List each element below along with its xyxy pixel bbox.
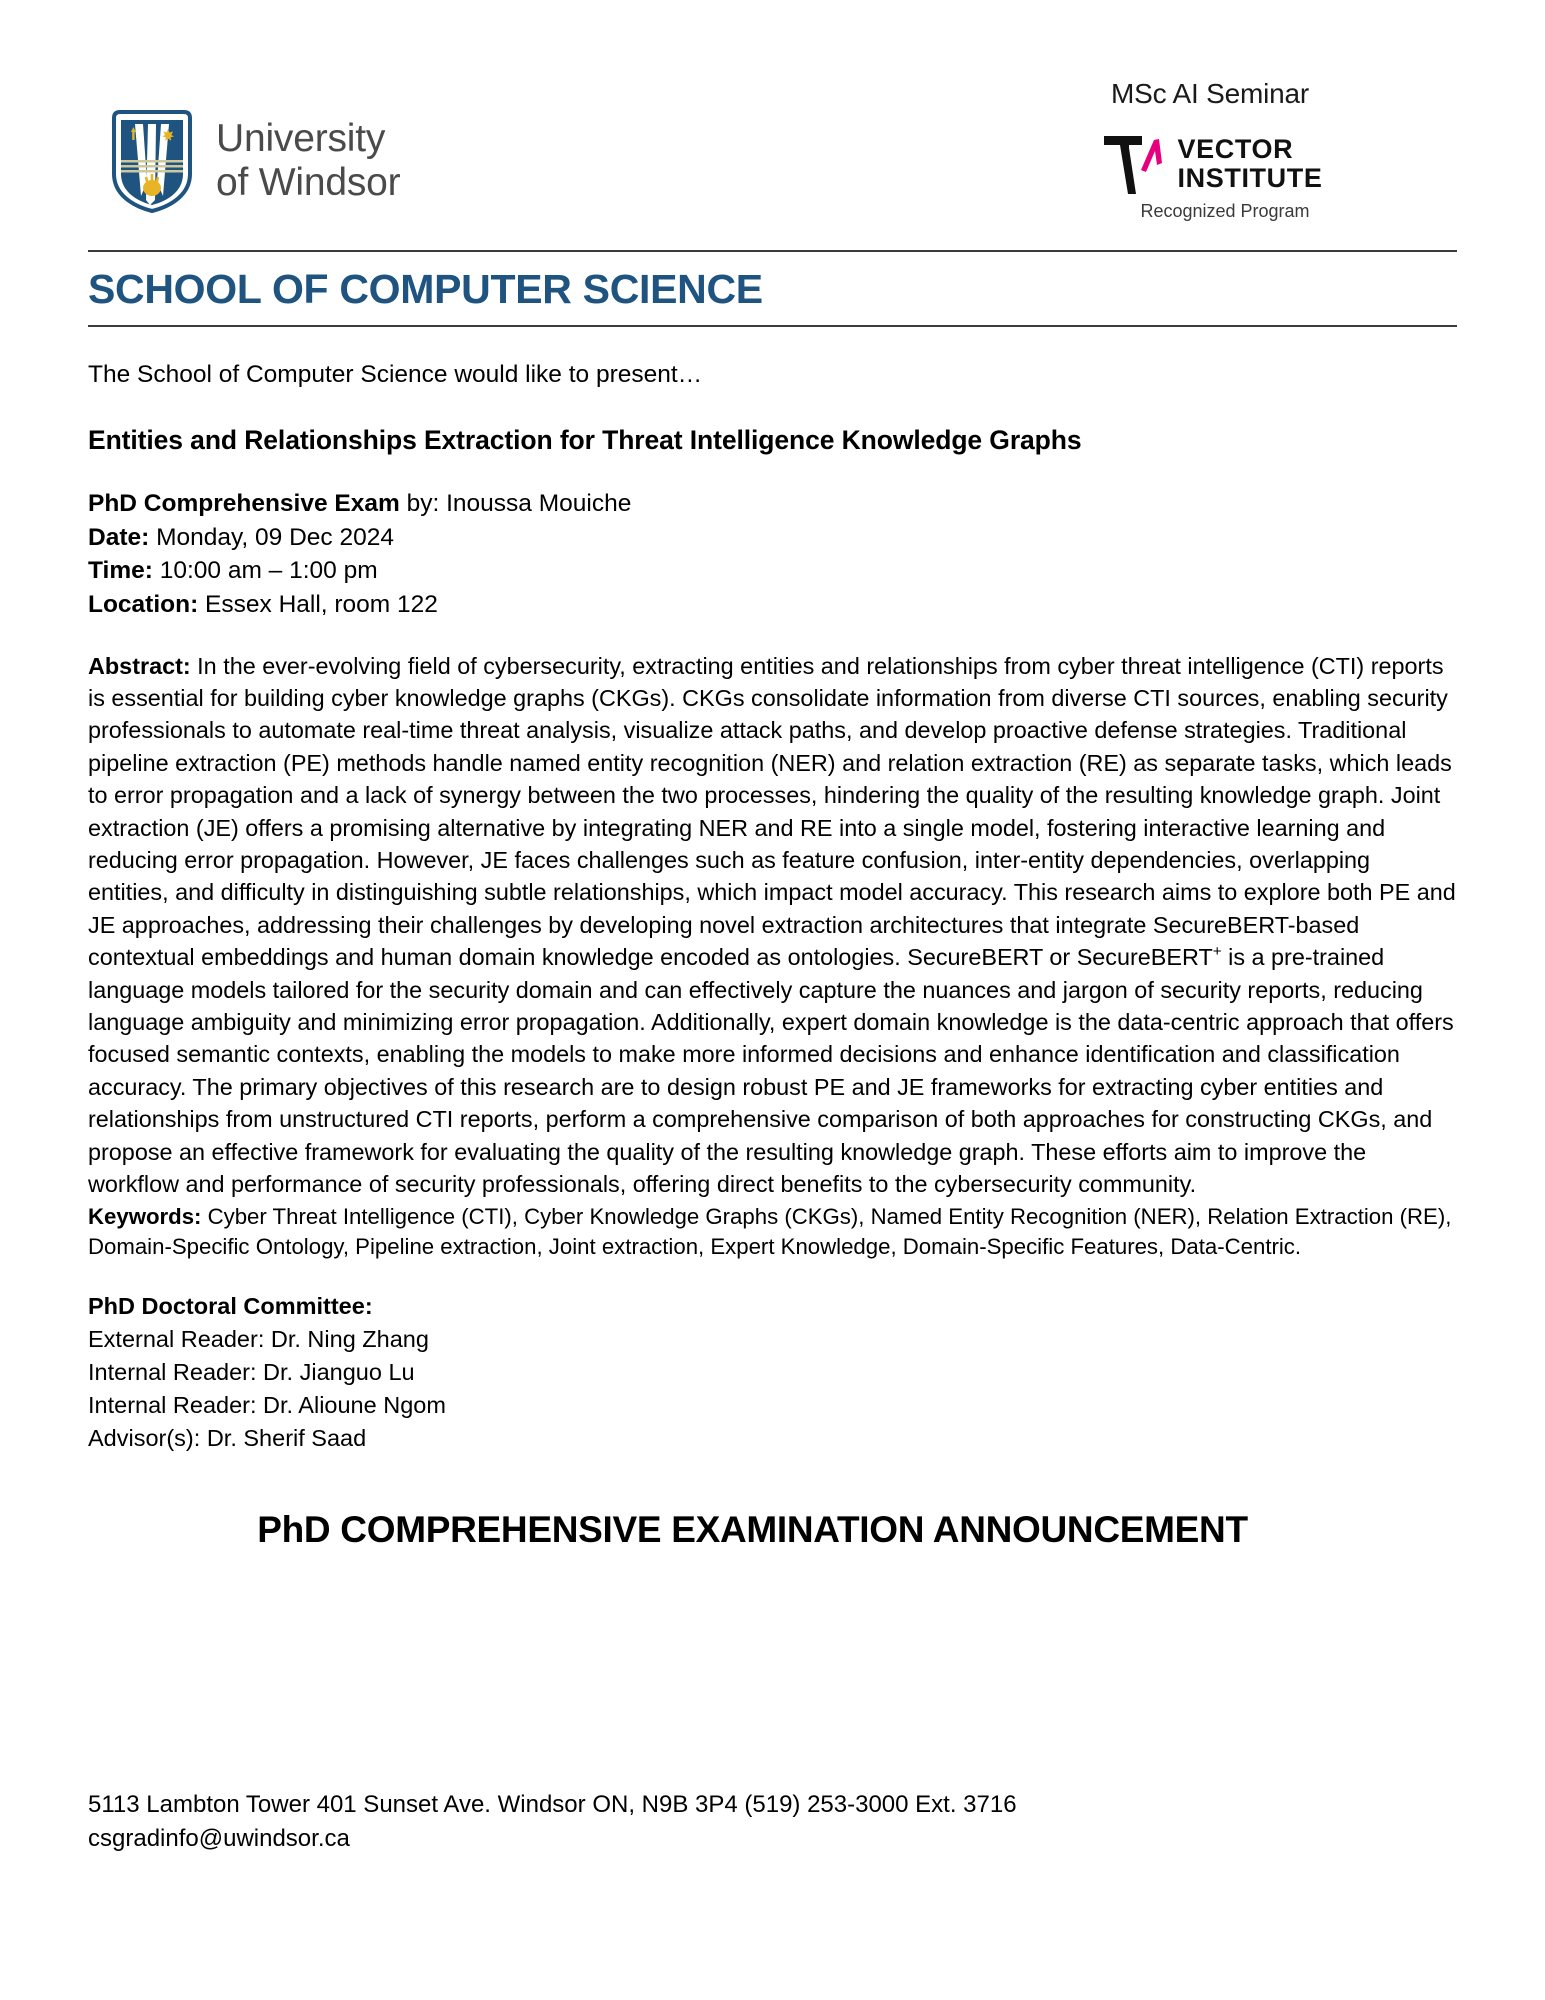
abstract-text-part1: In the ever-evolving field of cybersecurity, extracting entities and relationships from cyber threat intelligence (CTI) reports is essential for building cyber knowledge graphs (CKGs). CKGs consolidate information from diverse CTI sources, enabling security professionals to automate real-time threat analysis, visualize attack paths, and develop proactive defense strategies. Traditional pipeline extraction (PE) methods handle named entity recognition (NER) and relation extraction (RE) as separate tasks, which leads to error propagation and a lack of synergy between the two processes, hindering the quality of the resulting knowledge graph. Joint extraction (JE) offers a promising alternative by integrating NER and RE into a single model, fostering interactive learning and reducing error propagation. However, JE faces challenges such as feature confusion, inter-entity dependencies, overlapping entities, and difficulty in distinguishing subtle relationships, which impact model accuracy. This research aims to explore both PE and JE approaches, addressing their challenges by developing novel extraction architectures that integrate SecureBERT-based contextual embeddings and human domain knowledge encoded as ontologies. SecureBERT or SecureBERT (88, 652, 1456, 971)
location-row (88, 588, 1457, 622)
committee-member: Internal Reader: Dr. Alioune Ngom (88, 1392, 446, 1419)
vector-institute-mark-icon (1098, 132, 1172, 196)
university-name-line2: of Windsor (216, 161, 401, 204)
page-content (0, 359, 1545, 1551)
seminar-label: MSc AI Seminar (1111, 78, 1309, 109)
abstract-superscript-plus: + (1212, 943, 1222, 961)
university-of-windsor-shield-icon (110, 108, 194, 214)
presenter-name: by: Inoussa Mouiche (399, 490, 632, 518)
time-label: Time: (88, 557, 153, 585)
vector-word-line2: INSTITUTE (1177, 163, 1323, 193)
abstract-text-part2: is a pre-trained language models tailored for the security domain and can effectively capture the nuances and jargon of security reports, reducing language ambiguity and minimizing error propagation. Additionally, expert domain knowledge is the data-centric approach that offers focused semantic contexts, enabling the models to make more informed decisions and enhance identification and classification accuracy. The primary objectives of this research are to design robust PE and JE frameworks for extracting cyber entities and relationships from unstructured CTI reports, perform a comprehensive comparison of both approaches for constructing CKGs, and propose an effective framework for evaluating the quality of the resulting knowledge graph. These efforts aim to improve the workflow and performance of security professionals, offering direct benefits to the cybersecurity community. (88, 944, 1454, 1198)
keywords-label: Keywords: (88, 1204, 202, 1230)
committee-heading: PhD Doctoral Committee: (88, 1293, 373, 1320)
vector-wordmark (1178, 135, 1323, 192)
page-title: SCHOOL OF COMPUTER SCIENCE (88, 266, 763, 312)
time-value: 10:00 am – 1:00 pm (152, 557, 378, 585)
university-logo-block (110, 108, 400, 214)
footer-address: 5113 Lambton Tower 401 Sunset Ave. Windsor ON, N9B 3P4 (519) 253-3000 Ext. 3716 (88, 1791, 1017, 1818)
intro-line: The School of Computer Science would like to present… (88, 361, 703, 388)
announcement-banner: PhD COMPREHENSIVE EXAMINATION ANNOUNCEMENT (257, 1508, 1248, 1550)
talk-title: Entities and Relationships Extraction for Threat Intelligence Knowledge Graphs (88, 424, 1082, 455)
committee-member: Internal Reader: Dr. Jianguo Lu (88, 1359, 415, 1386)
vector-institute-block (1045, 78, 1375, 222)
university-wordmark (216, 117, 400, 204)
committee-section (88, 1290, 1457, 1454)
event-type-row (88, 487, 1457, 521)
vector-word-line1: VECTOR (1177, 134, 1294, 165)
location-value: Essex Hall, room 122 (198, 590, 438, 618)
date-value: Monday, 09 Dec 2024 (149, 523, 394, 551)
event-type-label: PhD Comprehensive Exam (88, 490, 400, 518)
committee-member: Advisor(s): Dr. Sherif Saad (88, 1424, 367, 1451)
abstract-label: Abstract: (88, 652, 191, 679)
vector-logo-row (1045, 132, 1375, 196)
recognized-program-label: Recognized Program (1140, 201, 1310, 221)
date-row (88, 521, 1457, 555)
keywords-value: Cyber Threat Intelligence (CTI), Cyber Knowledge Graphs (CKGs), Named Entity Recognition (NER), Relation Extraction (RE), Domain-Specific Ontology, Pipeline extraction, Joint extraction, Expert Knowledge, Domain-Specific Features, Data-Centric. (88, 1204, 1452, 1260)
footer-email: csgradinfo@uwindsor.ca (88, 1825, 350, 1853)
abstract-paragraph (88, 650, 1457, 1201)
keywords-paragraph (88, 1202, 1457, 1262)
location-label: Location: (88, 590, 199, 618)
university-name-line1: University (216, 117, 386, 161)
page-footer (88, 1788, 1017, 1856)
time-row (88, 554, 1457, 588)
date-label: Date: (88, 523, 150, 551)
page-header (0, 0, 1545, 250)
committee-member: External Reader: Dr. Ning Zhang (88, 1326, 429, 1353)
title-rule-bottom (88, 325, 1457, 327)
event-details (88, 487, 1457, 621)
